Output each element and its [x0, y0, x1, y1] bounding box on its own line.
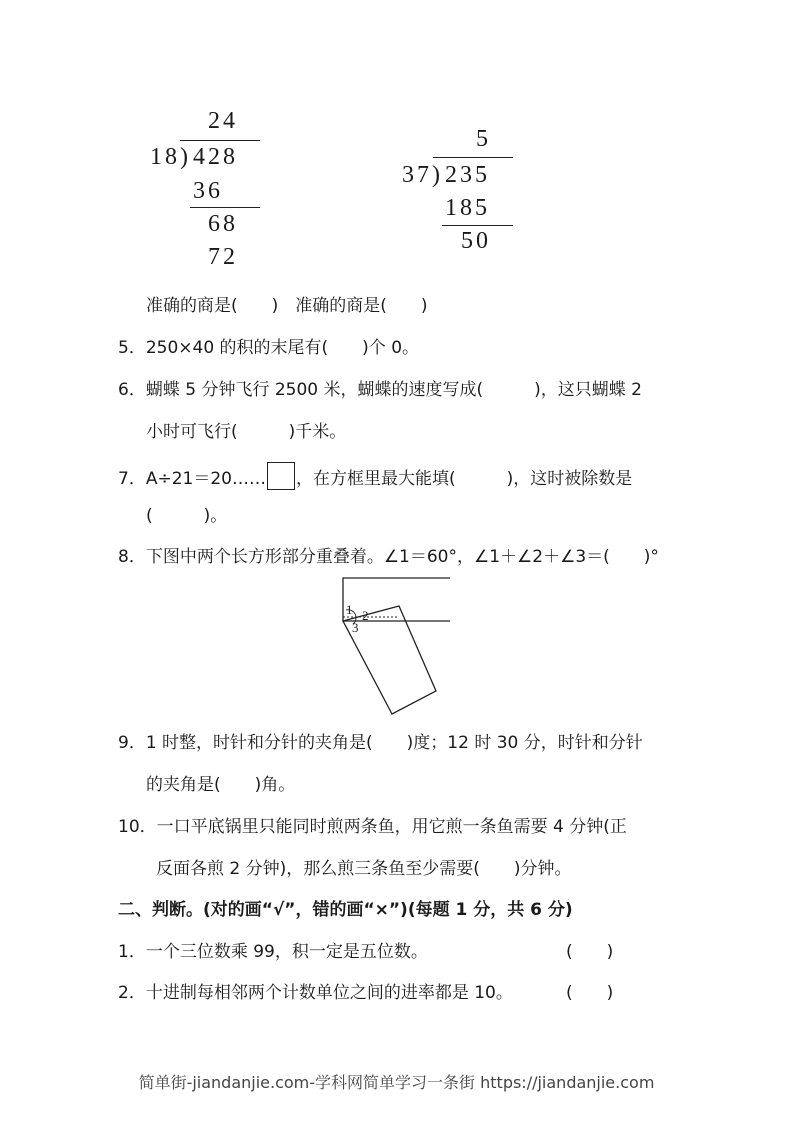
overlapping-rectangles-figure — [335, 572, 460, 722]
q7-prefix: 7．A÷21＝20…… — [118, 469, 266, 489]
question-10-line2: 反面各煎 2 分钟)，那么煎三条鱼至少需要( )分钟。 — [156, 859, 572, 879]
question-6-line1: 6．蝴蝶 5 分钟飞行 2500 米，蝴蝶的速度写成( )，这只蝴蝶 2 — [118, 380, 642, 400]
judgment-1: 1．一个三位数乘 99，积一定是五位数。 — [118, 942, 428, 962]
subtrahend: 36 — [193, 178, 223, 204]
question-7-line1 — [118, 462, 632, 491]
angle-2-label: 2 — [362, 608, 369, 623]
division-bar — [433, 157, 513, 158]
question-6-line2: 小时可飞行( )千米。 — [146, 422, 347, 442]
quotient: 24 — [208, 108, 238, 134]
dividend: 428 — [193, 144, 238, 170]
judgment-1-answer-blank: ( ) — [566, 942, 614, 962]
section-2-title: 二、判断。(对的画“√”，错的画“×”)(每题 1 分，共 6 分) — [118, 900, 573, 920]
question-8: 8．下图中两个长方形部分重叠着。∠1＝60°，∠1＋∠2＋∠3＝( )° — [118, 547, 659, 567]
divisor: 18) — [150, 144, 191, 170]
remainder: 68 — [208, 211, 238, 237]
subtrahend: 185 — [445, 195, 490, 221]
answer-box — [267, 462, 295, 490]
judgment-2-answer-blank: ( ) — [566, 983, 614, 1003]
question-9-line1: 9．1 时整，时针和分针的夹角是( )度；12 时 30 分，时针和分针 — [118, 733, 643, 753]
remainder: 50 — [461, 228, 491, 254]
dividend: 235 — [445, 162, 490, 188]
division-bar — [180, 140, 260, 141]
angle-3-label: 3 — [352, 620, 359, 635]
q4-answer-line: 准确的商是( ) 准确的商是( ) — [146, 296, 428, 316]
question-9-line2: 的夹角是( )角。 — [146, 775, 296, 795]
question-5: 5．250×40 的积的末尾有( )个 0。 — [118, 338, 420, 358]
top-rectangle-edge — [343, 578, 450, 621]
question-7-line2: ( )。 — [146, 506, 228, 526]
footer-watermark: 简单街-jiandanjie.com-学科网简单学习一条街 https://jiandanjie.com — [138, 1073, 655, 1092]
q7-suffix: ，在方框里最大能填( )，这时被除数是 — [295, 469, 633, 489]
judgment-2: 2．十进制每相邻两个计数单位之间的进率都是 10。 — [118, 983, 513, 1003]
subtraction-line — [442, 225, 513, 226]
quotient: 5 — [476, 126, 491, 152]
subtraction-line — [190, 207, 260, 208]
subtrahend: 72 — [208, 244, 238, 270]
angle-1-label: 1 — [346, 602, 353, 617]
divisor: 37) — [402, 162, 443, 188]
question-10-line1: 10．一口平底锅里只能同时煎两条鱼，用它煎一条鱼需要 4 分钟(正 — [118, 817, 627, 837]
